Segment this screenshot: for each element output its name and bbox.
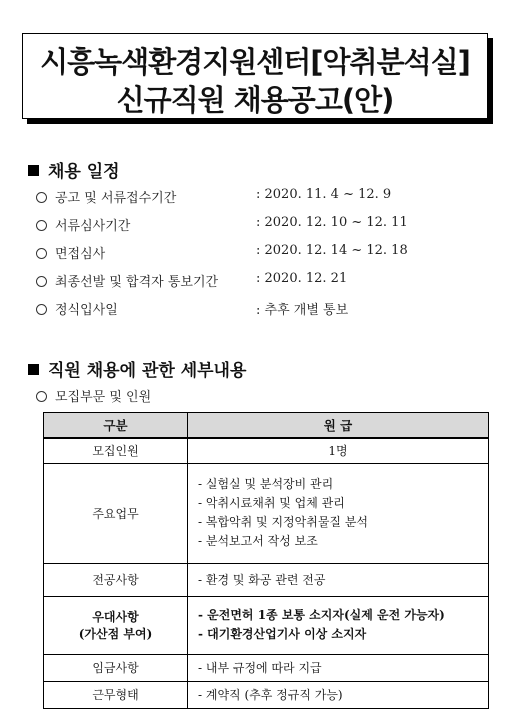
- table-header-row: [44, 413, 489, 439]
- section-heading-details: [28, 356, 246, 381]
- circle-bullet-icon: [36, 276, 47, 287]
- table-row: [44, 654, 489, 681]
- schedule-value: : 추후 개별 통보: [256, 303, 349, 318]
- title-line-2: 신규직원 채용공고(안): [116, 83, 394, 117]
- duties-cell: [188, 463, 489, 563]
- duty-item: - 실험실 및 분석장비 관리: [198, 477, 334, 491]
- preference-label: 우대사항: [92, 610, 139, 624]
- table-row: [44, 438, 489, 463]
- preference-cell: [188, 596, 489, 654]
- row-value: - 내부 규정에 따라 지급: [188, 654, 489, 681]
- circle-bullet-icon: [36, 220, 47, 231]
- schedule-row: [36, 299, 349, 318]
- recruit-subheading: [36, 386, 151, 405]
- schedule-label: 공고 및 서류접수기간: [55, 191, 177, 206]
- row-label: 임금사항: [44, 654, 188, 681]
- section-heading-text: 채용 일정: [48, 162, 120, 182]
- header-position: 원 급: [188, 413, 489, 439]
- recruit-subheading-text: 모집부문 및 인원: [55, 390, 152, 405]
- row-value: 1명: [188, 438, 489, 463]
- row-label: 주요업무: [44, 463, 188, 563]
- table-row: [44, 681, 489, 708]
- duty-item: - 분석보고서 작성 보조: [198, 534, 318, 548]
- preference-sublabel: (가산점 부여): [78, 627, 153, 641]
- row-label: 전공사항: [44, 563, 188, 596]
- title-box: [22, 33, 488, 119]
- schedule-value: : 2020. 12. 21: [256, 271, 348, 286]
- circle-bullet-icon: [36, 304, 47, 315]
- schedule-row: [36, 271, 348, 290]
- duty-item: - 악취시료채취 및 업체 관리: [198, 496, 345, 510]
- preference-item: - 대기환경산업기사 이상 소지자: [198, 627, 367, 641]
- circle-bullet-icon: [36, 248, 47, 259]
- row-value: - 계약직 (추후 정규직 가능): [188, 681, 489, 708]
- schedule-row: [36, 243, 408, 262]
- title-line-1: 시흥녹색환경지원센터[악취분석실]: [40, 45, 470, 79]
- circle-bullet-icon: [36, 391, 47, 402]
- schedule-label: 면접심사: [55, 247, 106, 262]
- table-row: [44, 463, 489, 563]
- section-heading-schedule: [28, 157, 120, 182]
- table-row: [44, 563, 489, 596]
- schedule-label: 서류심사기간: [55, 219, 131, 234]
- table-row: [44, 596, 489, 654]
- schedule-value: : 2020. 11. 4 ~ 12. 9: [256, 187, 392, 202]
- section-heading-text: 직원 채용에 관한 세부내용: [48, 361, 247, 381]
- row-value: - 환경 및 화공 관련 전공: [188, 563, 489, 596]
- square-bullet-icon: [28, 364, 39, 375]
- recruit-table: [43, 412, 489, 709]
- header-category: 구분: [44, 413, 188, 439]
- schedule-row: [36, 215, 408, 234]
- schedule-label: 최종선발 및 합격자 통보기간: [55, 275, 219, 290]
- preference-item: - 운전면허 1종 보통 소지자(실제 운전 가능자): [198, 608, 445, 622]
- row-label: [44, 596, 188, 654]
- schedule-row: [36, 187, 392, 206]
- circle-bullet-icon: [36, 192, 47, 203]
- schedule-value: : 2020. 12. 10 ~ 12. 11: [256, 215, 408, 230]
- square-bullet-icon: [28, 165, 39, 176]
- schedule-value: : 2020. 12. 14 ~ 12. 18: [256, 243, 408, 258]
- duty-item: - 복합악취 및 지정악취물질 분석: [198, 515, 369, 529]
- row-label: 근무형태: [44, 681, 188, 708]
- schedule-label: 정식입사일: [55, 303, 118, 318]
- row-label: 모집인원: [44, 438, 188, 463]
